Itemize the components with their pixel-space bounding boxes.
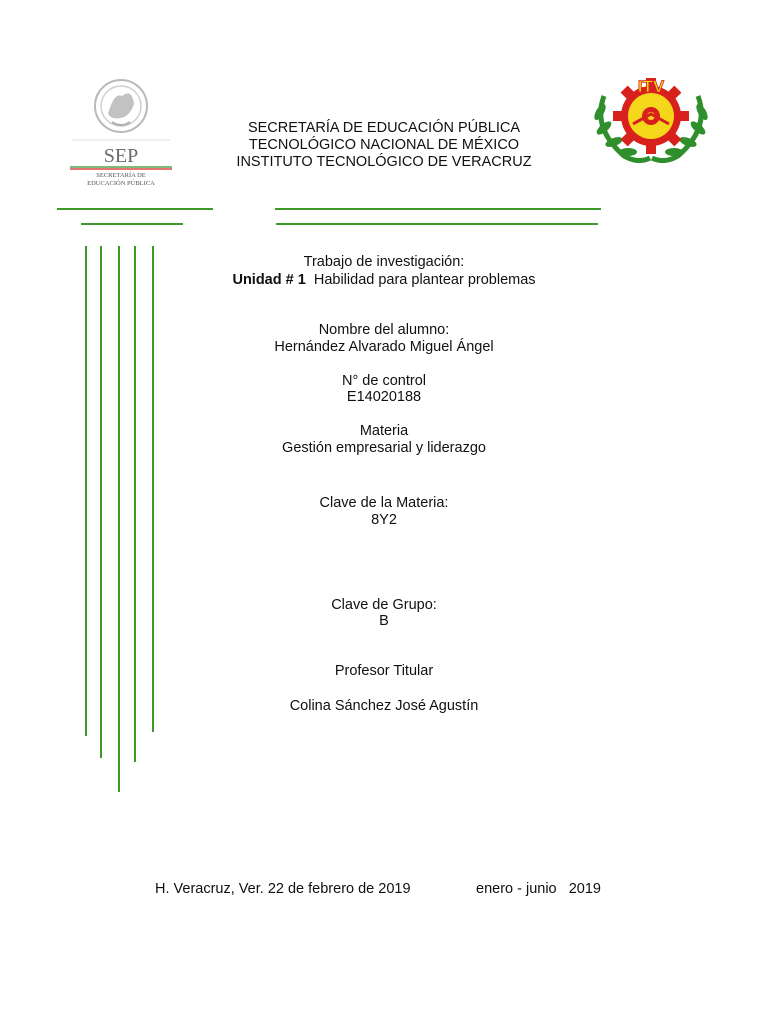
subject-key-label: Clave de la Materia: <box>319 495 449 511</box>
professor-name: Colina Sánchez José Agustín <box>289 698 479 714</box>
svg-text:ITV: ITV <box>637 77 665 96</box>
unit-line <box>0 272 768 289</box>
divider-right-bottom <box>276 223 598 225</box>
professor-label: Profesor Titular <box>334 663 434 679</box>
subject-name: Gestión empresarial y liderazgo <box>282 440 486 456</box>
svg-text:EDUCACIÓN PÚBLICA: EDUCACIÓN PÚBLICA <box>87 180 155 187</box>
header-line-itv: INSTITUTO TECNOLÓGICO DE VERACRUZ <box>236 154 532 170</box>
divider-right-top <box>275 208 601 210</box>
header-line-sep: SECRETARÍA DE EDUCACIÓN PÚBLICA <box>247 120 521 136</box>
place-date: H. Veracruz, Ver. 22 de febrero de 2019 <box>155 881 411 897</box>
svg-text:SEP: SEP <box>103 145 139 167</box>
student-name: Hernández Alvarado Miguel Ángel <box>274 339 494 355</box>
svg-text:SECRETARÍA DE: SECRETARÍA DE <box>96 172 146 179</box>
control-label: N° de control <box>342 373 426 389</box>
divider-left-bottom <box>81 223 183 225</box>
header-line-tecnm: TECNOLÓGICO NACIONAL DE MÉXICO <box>248 137 520 153</box>
student-label: Nombre del alumno: <box>318 322 450 338</box>
subject-label: Materia <box>359 423 409 439</box>
divider-left-top <box>57 208 213 210</box>
institution-header <box>0 120 768 171</box>
work-type-label: Trabajo de investigación: <box>303 254 465 270</box>
group-key-value: B <box>379 613 389 629</box>
decor-line-5 <box>152 246 154 732</box>
unit-title: Habilidad para plantear problemas <box>313 272 536 288</box>
unit-label: Unidad # 1 <box>232 272 306 288</box>
school-term: enero - junio 2019 <box>476 881 601 897</box>
control-number: E14020188 <box>346 389 422 405</box>
subject-key-value: 8Y2 <box>371 512 397 528</box>
group-key-label: Clave de Grupo: <box>331 597 437 613</box>
